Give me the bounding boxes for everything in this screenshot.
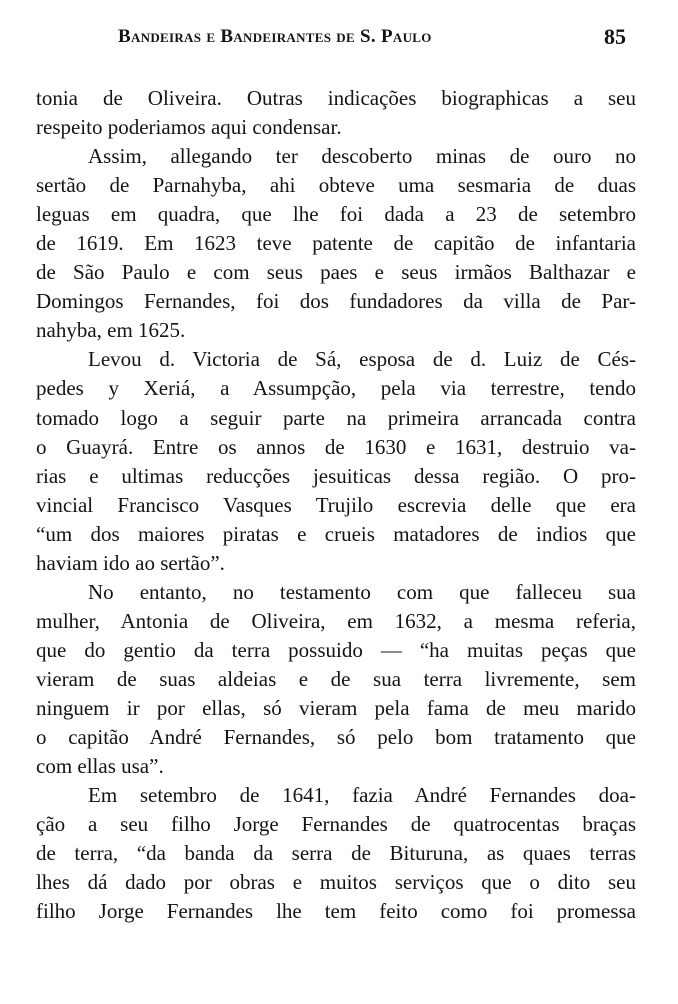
text-line: com ellas usa”. bbox=[36, 754, 164, 779]
text-line: de São Paulo e com seus paes e seus irmãos Balthazar e bbox=[36, 260, 636, 285]
text-line: que do gentio da terra possuido — “ha muitas peças que bbox=[36, 637, 636, 662]
text-line: Domingos Fernandes, foi dos fundadores da villa de Par- bbox=[36, 289, 636, 314]
text-line: Em setembro de 1641, fazia André Fernandes doa- bbox=[88, 783, 636, 808]
text-line: No entanto, no testamento com que falleceu sua bbox=[88, 579, 636, 604]
text-line: respeito poderiamos aqui condensar. bbox=[36, 115, 342, 140]
running-head bbox=[0, 26, 678, 56]
text-line: mulher, Antonia de Oliveira, em 1632, a mesma referia, bbox=[36, 608, 636, 633]
text-line: ninguem ir por ellas, só vieram pela fama de meu marido bbox=[36, 695, 636, 720]
text-line: ção a seu filho Jorge Fernandes de quatrocentas braças bbox=[36, 812, 636, 837]
text-line: lhes dá dado por obras e muitos serviços que o dito seu bbox=[36, 870, 636, 895]
text-line: rias e ultimas reducções jesuiticas dessa região. O pro- bbox=[36, 463, 636, 488]
text-line: tomado logo a seguir parte na primeira arrancada contra bbox=[36, 405, 636, 430]
text-line: sertão de Parnahyba, ahi obteve uma sesmaria de duas bbox=[36, 173, 636, 198]
text-line: o Guayrá. Entre os annos de 1630 e 1631, destruio va- bbox=[36, 434, 636, 459]
text-line: “um dos maiores piratas e crueis matadores de indios que bbox=[36, 521, 636, 546]
text-line: leguas em quadra, que lhe foi dada a 23 de setembro bbox=[36, 202, 636, 227]
text-line: haviam ido ao sertão”. bbox=[36, 550, 225, 575]
text-line: pedes y Xeriá, a Assumpção, pela via terrestre, tendo bbox=[36, 376, 636, 401]
body-text bbox=[36, 84, 636, 926]
text-line: vieram de suas aldeias e de sua terra livremente, sem bbox=[36, 666, 636, 691]
text-line: vincial Francisco Vasques Trujilo escrevia delle que era bbox=[36, 492, 636, 517]
text-line: filho Jorge Fernandes lhe tem feito como foi promessa bbox=[36, 899, 636, 924]
text-line: Assim, allegando ter descoberto minas de ouro no bbox=[88, 144, 636, 169]
text-line: Levou d. Victoria de Sá, esposa de d. Luiz de Cés- bbox=[88, 347, 636, 372]
page-number: 85 bbox=[604, 24, 626, 49]
text-line: o capitão André Fernandes, só pelo bom tratamento que bbox=[36, 725, 636, 750]
text-line: de 1619. Em 1623 teve patente de capitão de infantaria bbox=[36, 231, 636, 256]
text-line: tonia de Oliveira. Outras indicações biographicas a seu bbox=[36, 86, 636, 110]
running-title: Bandeiras e Bandeirantes de S. Paulo bbox=[118, 26, 432, 47]
text-line: nahyba, em 1625. bbox=[36, 318, 186, 343]
text-line: de terra, “da banda da serra de Bituruna, as quaes terras bbox=[36, 841, 636, 866]
